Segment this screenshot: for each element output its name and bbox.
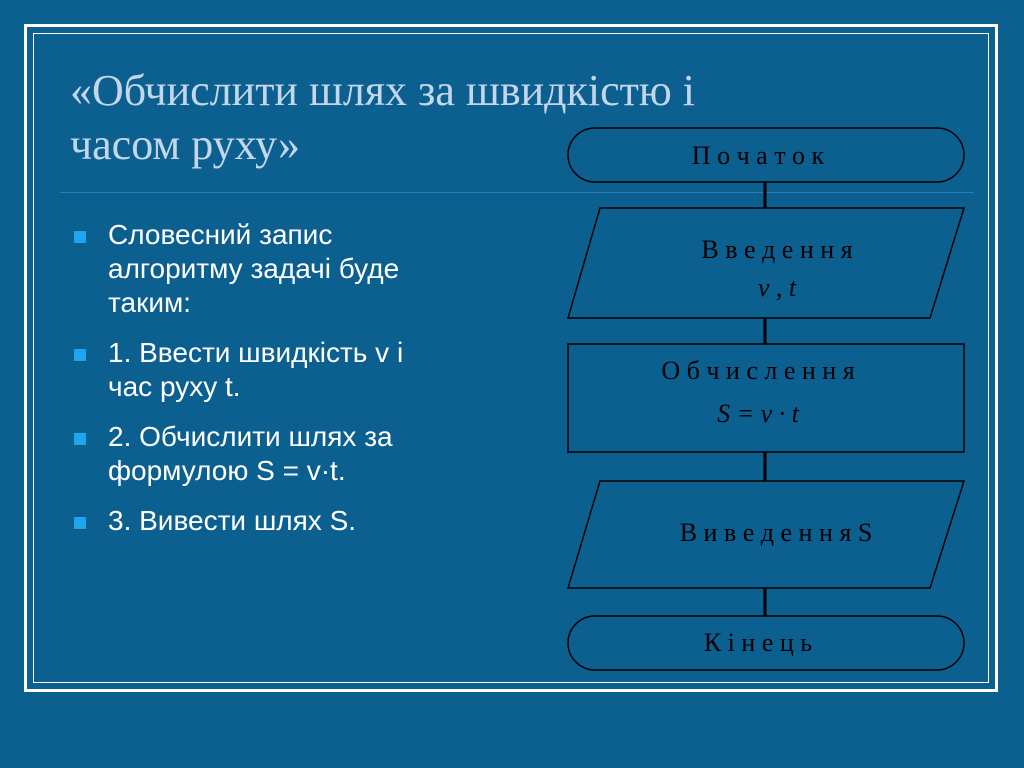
start-label: П о ч а т о к (691, 141, 825, 170)
output-label: В и в е д е н н я S (679, 518, 873, 547)
input-variables: v , t (757, 273, 797, 302)
end-label: К і н е ц ь (703, 628, 813, 657)
process-formula: S = v · t (717, 399, 799, 428)
bullet-text: 3. Вивести шлях S. (108, 505, 357, 536)
bullet-text: 1. Ввести швидкість v і час руху t. (108, 337, 404, 402)
slide-title-line-2: часом руху» (70, 120, 301, 169)
bullet-text: 2. Обчислити шлях за формулою S = v·t. (108, 421, 393, 486)
bullet-text: Словесний запис алгоритму задачі буде таким: (108, 219, 400, 318)
process-label: О б ч и с л е н н я (661, 356, 855, 385)
input-label: В в е д е н н я (701, 235, 853, 264)
slide-title-line-1: «Обчислити шлях за швидкістю і (70, 66, 696, 115)
